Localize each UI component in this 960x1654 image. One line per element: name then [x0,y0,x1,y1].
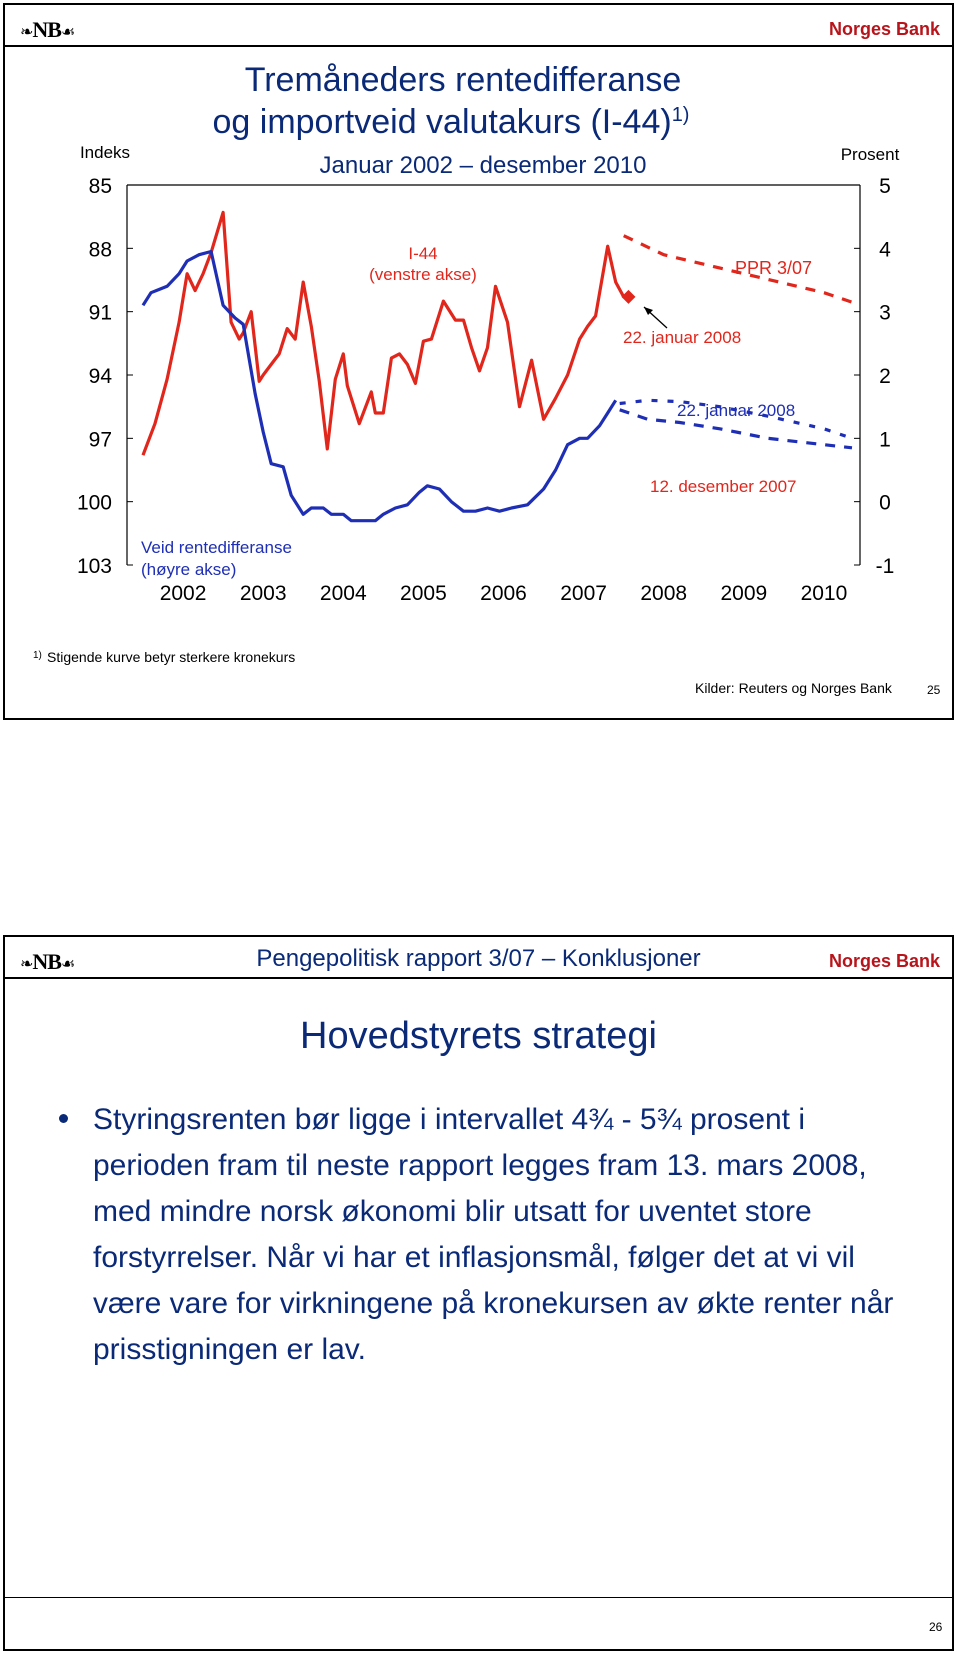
left-tick-label: 85 [88,175,112,198]
footnote-marker: 1) [33,650,42,661]
x-axis-ticks [160,582,848,605]
bank-name: Norges Bank [828,19,940,39]
chart-title-line2 [213,103,690,141]
ornament-icon: ❧ [20,24,33,41]
left-axis-ticks [77,175,133,578]
chart [5,5,952,718]
chart-title-line1: Tremåneders rentedifferanse [244,61,682,99]
right-tick-label: 1 [879,428,891,452]
x-tick-label: 2004 [319,582,367,605]
annotation-12dec: 12. desember 2007 [650,477,797,496]
ppr-label: PPR 3/07 [735,258,813,278]
x-tick-label: 2005 [400,582,447,605]
logo-text: NB [32,17,61,42]
right-tick-label: 3 [879,301,891,325]
x-tick-label: 2008 [640,582,688,605]
x-tick-label: 2009 [720,582,768,605]
i44-label-line2: (venstre akse) [369,265,477,284]
left-tick-label: 88 [88,238,112,262]
bullet-icon [59,1114,68,1123]
chart-slide [3,3,954,720]
footnote-text: Stigende kurve betyr sterkere kronekurs [47,649,296,665]
x-tick-label: 2007 [560,582,607,605]
rentediff-label-line1: Veid rentedifferanse [141,538,292,557]
x-tick-label: 2002 [159,582,207,605]
page-number: 25 [927,683,941,697]
diamond-marker-icon [621,290,635,304]
ornament-icon: ❧ [20,956,33,973]
right-tick-label: -1 [875,555,895,578]
footer-divider [5,1597,952,1598]
text-slide [3,935,954,1651]
left-tick-label: 100 [76,491,112,515]
bullet-text: Styringsrenten bør ligge i intervallet 4¾ - 5¾ prosent i perioden fram til neste rapport legges fram 13. mars 2008, med mindre norsk økonomi blir utsatt for uventet store forstyrrelser. Når vi har et inflasjonsmål, følger det at vi vil være vare for virkningene på kronekursen av økte renter når prisstigningen er lav. [93,1103,894,1366]
left-tick-label: 97 [88,428,112,452]
bullet-item [55,1097,915,1373]
left-tick-label: 91 [88,301,112,325]
i44-series-line [143,212,629,455]
chart-title-sup: 1) [671,104,690,126]
x-tick-label: 2003 [239,582,287,605]
left-axis-label: Indeks [79,143,131,162]
rentediff-series-line [143,252,616,521]
slide-title: Hovedstyrets strategi [300,1015,657,1057]
series-lines [143,212,629,520]
x-tick-label: 2010 [800,582,848,605]
ornament-icon: ☙ [60,956,75,973]
slide-header: Pengepolitisk rapport 3/07 – Konklusjoner [256,945,701,972]
page-number: 26 [929,1620,943,1634]
annotation-red-22jan: 22. januar 2008 [623,328,742,347]
logo-text: NB [32,949,61,974]
chart-title-line2-main: og importveid valutakurs (I-44) [212,103,672,141]
rentediff-label-line2: (høyre akse) [141,560,237,579]
right-tick-label: 0 [879,491,891,515]
right-tick-label: 2 [879,365,891,388]
left-tick-label: 94 [88,365,112,388]
left-tick-label: 103 [76,555,112,578]
x-tick-label: 2006 [480,582,527,605]
right-tick-label: 4 [879,238,891,262]
annotation-blue-22jan: 22. januar 2008 [677,401,796,420]
right-tick-label: 5 [879,175,891,198]
chart-subtitle: Januar 2002 – desember 2010 [319,152,647,179]
source-text: Kilder: Reuters og Norges Bank [695,680,892,696]
right-axis-label: Prosent [840,145,900,164]
bank-name: Norges Bank [828,951,940,971]
header-divider [5,977,952,979]
ornament-icon: ☙ [60,24,75,41]
i44-label-line1: I-44 [408,244,438,263]
